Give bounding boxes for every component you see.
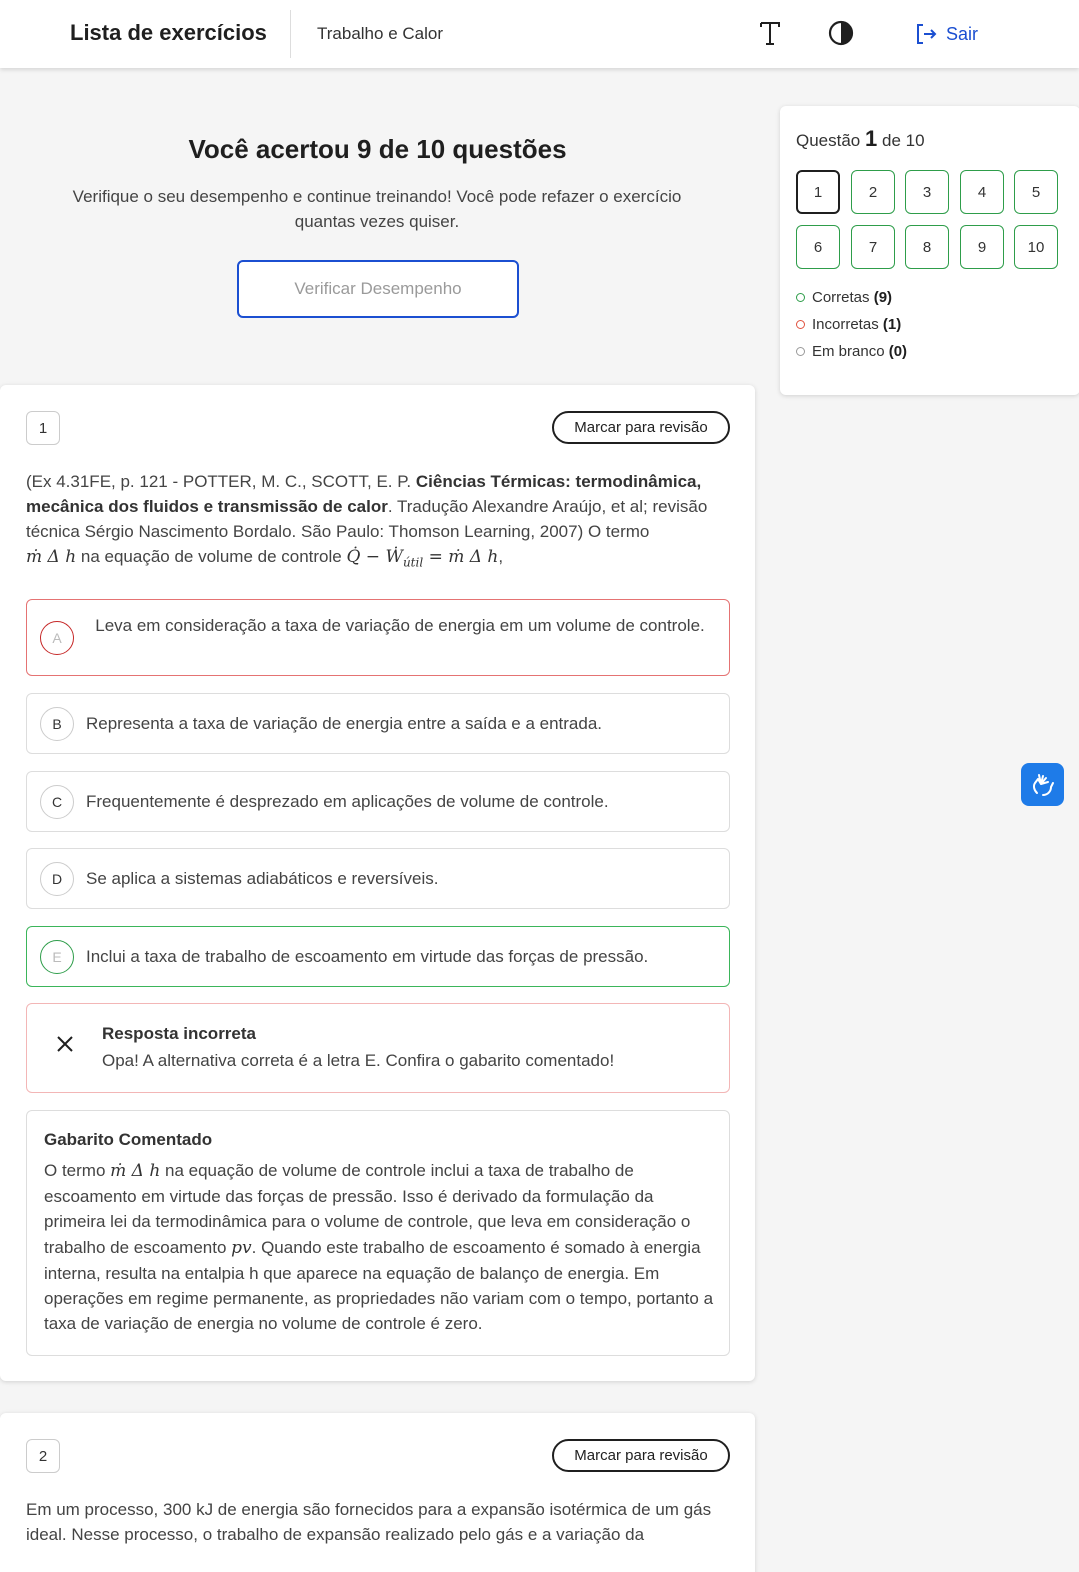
option-letter: B (40, 707, 74, 741)
question-button-3[interactable]: 3 (905, 170, 949, 214)
question-number-badge: 1 (26, 411, 60, 445)
option-text: Se aplica a sistemas adiabáticos e reversíveis. (86, 869, 439, 888)
subject-title: Trabalho e Calor (317, 24, 443, 43)
score-title: Você acertou 9 de 10 questões (188, 134, 567, 164)
status-legend (796, 284, 907, 365)
verify-performance-button[interactable]: Verificar Desempenho (237, 260, 519, 318)
option-c[interactable] (26, 771, 730, 832)
mark-for-review-button[interactable]: Marcar para revisão (552, 411, 730, 444)
question-button-9[interactable]: 9 (960, 225, 1004, 269)
answer-feedback (26, 1003, 730, 1093)
option-e[interactable] (26, 926, 730, 987)
blank-dot-icon (796, 347, 805, 356)
close-icon (55, 1034, 75, 1054)
text-size-icon[interactable] (757, 18, 783, 48)
correct-dot-icon (796, 293, 805, 302)
sign-language-icon (1029, 771, 1057, 799)
question-card-1 (0, 385, 755, 1381)
score-description: Verifique o seu desempenho e continue treinando! Você pode refazer o exercício quantas vezes quiser. (72, 187, 682, 231)
question-button-5[interactable]: 5 (1014, 170, 1058, 214)
question-button-1[interactable]: 1 (796, 170, 840, 214)
explanation-body: O termo ṁ Δ h na equação de volume de controle inclui a taxa de trabalho de escoamento em virtude das forças de pressão. Isso é derivado da formulação da primeira lei da termodinâmica para o volume de controle, que leva em consideração o trabalho de escoamento pv. Quando este trabalho de escoamento é somado à energia interna, resulta na entalpia h que aparece na equação de balanço de energia. Em operações em regime permanente, as propriedades não variam com o tempo, portanto a taxa de variação de energia no volume de controle é zero. (44, 1161, 714, 1334)
legend-correct: Corretas (9) (796, 284, 907, 311)
question-button-8[interactable]: 8 (905, 225, 949, 269)
logout-label: Sair (946, 23, 979, 44)
logout-icon (914, 22, 938, 46)
question-button-10[interactable]: 10 (1014, 225, 1058, 269)
app-title: Lista de exercícios (70, 20, 267, 45)
header-divider (290, 10, 291, 58)
option-letter: A (40, 621, 74, 655)
option-text: Leva em consideração a taxa de variação de energia em um volume de controle. (95, 616, 705, 635)
incorrect-dot-icon (796, 320, 805, 329)
option-letter: E (40, 940, 74, 974)
feedback-body: Opa! A alternativa correta é a letra E. Confira o gabarito comentado! (102, 1051, 615, 1070)
question-button-4[interactable]: 4 (960, 170, 1004, 214)
option-letter: C (40, 785, 74, 819)
feedback-title: Resposta incorreta (102, 1024, 256, 1043)
option-letter: D (40, 862, 74, 896)
question-navigator (780, 106, 1079, 395)
result-summary (0, 68, 755, 368)
legend-blank: Em branco (0) (796, 338, 907, 365)
option-text: Frequentemente é desprezado em aplicações de volume de controle. (86, 792, 609, 811)
current-question-number: 1 (865, 126, 878, 151)
contrast-icon[interactable] (828, 20, 854, 46)
option-a[interactable] (26, 599, 730, 676)
legend-incorrect: Incorretas (1) (796, 311, 907, 338)
question-card-2 (0, 1413, 755, 1572)
logout-button[interactable] (914, 20, 978, 48)
question-button-2[interactable]: 2 (851, 170, 895, 214)
explanation-title: Gabarito Comentado (44, 1130, 213, 1149)
option-text: Representa a taxa de variação de energia entre a saída e a entrada. (86, 714, 603, 733)
question-stem: (Ex 4.31FE, p. 121 - POTTER, M. C., SCOTT, E. P. Ciências Térmicas: termodinâmica, mecânica dos fluidos e transmissão de calor. Tradução Alexandre Araújo, et al; revisão técnica Sérgio Nascimento Bordalo. São Paulo: Thomson Learning, 2007) O termo ṁ Δ h na equação de volume de controle Q̇ − Ẇ$_{útil}$ = ṁ Δ h, (26, 472, 708, 570)
question-button-7[interactable]: 7 (851, 225, 895, 269)
question-number-badge: 2 (26, 1439, 60, 1473)
sign-language-button[interactable] (1021, 763, 1064, 806)
option-b[interactable] (26, 693, 730, 754)
question-button-6[interactable]: 6 (796, 225, 840, 269)
answer-explanation (26, 1110, 730, 1356)
top-header (0, 0, 1079, 68)
mark-for-review-button[interactable]: Marcar para revisão (552, 1439, 730, 1472)
option-d[interactable] (26, 848, 730, 909)
option-text: Inclui a taxa de trabalho de escoamento em virtude das forças de pressão. (86, 947, 649, 966)
question-stem: Em um processo, 300 kJ de energia são fornecidos para a expansão isotérmica de um gás ideal. Nesse processo, o trabalho de expansão realizado pelo gás e a variação da (26, 1500, 712, 1544)
current-question-indicator: Questão 1 de 10 (796, 126, 925, 151)
